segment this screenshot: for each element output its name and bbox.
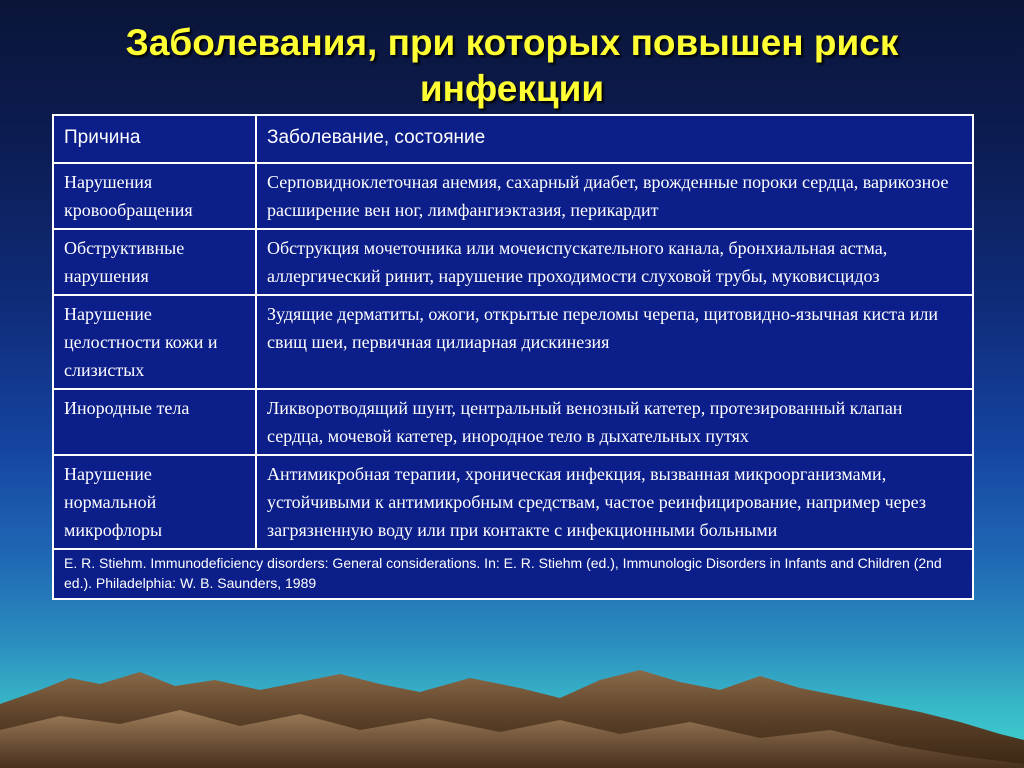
header-condition: Заболевание, состояние	[256, 115, 973, 163]
cause-cell: Обструктивные нарушения	[53, 229, 256, 295]
source-citation: E. R. Stiehm. Immunodeficiency disorders: General considerations. In: E. R. Stiehm (ed.), Immunologic Disorders in Infants and Children (2nd ed.). Philadelphia: W. B. Saunders, 1989	[53, 549, 973, 599]
slide-title-line-2: инфекции	[419, 68, 605, 109]
cause-cell: Инородные тела	[53, 389, 256, 455]
table-row	[53, 389, 973, 455]
table-row	[53, 163, 973, 229]
cause-cell: Нарушение целостности кожи и слизистых	[53, 295, 256, 389]
table-row	[53, 295, 973, 389]
source-row	[53, 549, 973, 599]
condition-cell: Антимикробная терапии, хроническая инфекция, вызванная микроорганизмами, устойчивыми к антимикробным средствам, частое реинфицирование, например через загрязненную воду или при контакте с инфекционными больными	[256, 455, 973, 549]
table-row	[53, 455, 973, 549]
risk-factors-table	[52, 114, 974, 600]
condition-cell: Обструкция мочеточника или мочеиспускательного канала, бронхиальная астма, аллергический ринит, нарушение проходимости слуховой трубы, муковисцидоз	[256, 229, 973, 295]
condition-cell: Серповидноклеточная анемия, сахарный диабет, врожденные пороки сердца, варикозное расширение вен ног, лимфангиэктазия, перикардит	[256, 163, 973, 229]
header-cause: Причина	[53, 115, 256, 163]
cause-cell: Нарушение нормальной микрофлоры	[53, 455, 256, 549]
condition-cell: Ликворотводящий шунт, центральный венозный катетер, протезированный клапан сердца, мочевой катетер, инородное тело в дыхательных путях	[256, 389, 973, 455]
mountains-background	[0, 660, 1024, 768]
table-header-row	[53, 115, 973, 163]
slide-title-line-1: Заболевания, при которых повышен риск	[125, 22, 899, 63]
cause-cell: Нарушения кровообращения	[53, 163, 256, 229]
condition-cell: Зудящие дерматиты, ожоги, открытые переломы черепа, щитовидно-язычная киста или свищ шеи, первичная цилиарная дискинезия	[256, 295, 973, 389]
table-row	[53, 229, 973, 295]
slide-title	[0, 20, 1024, 112]
